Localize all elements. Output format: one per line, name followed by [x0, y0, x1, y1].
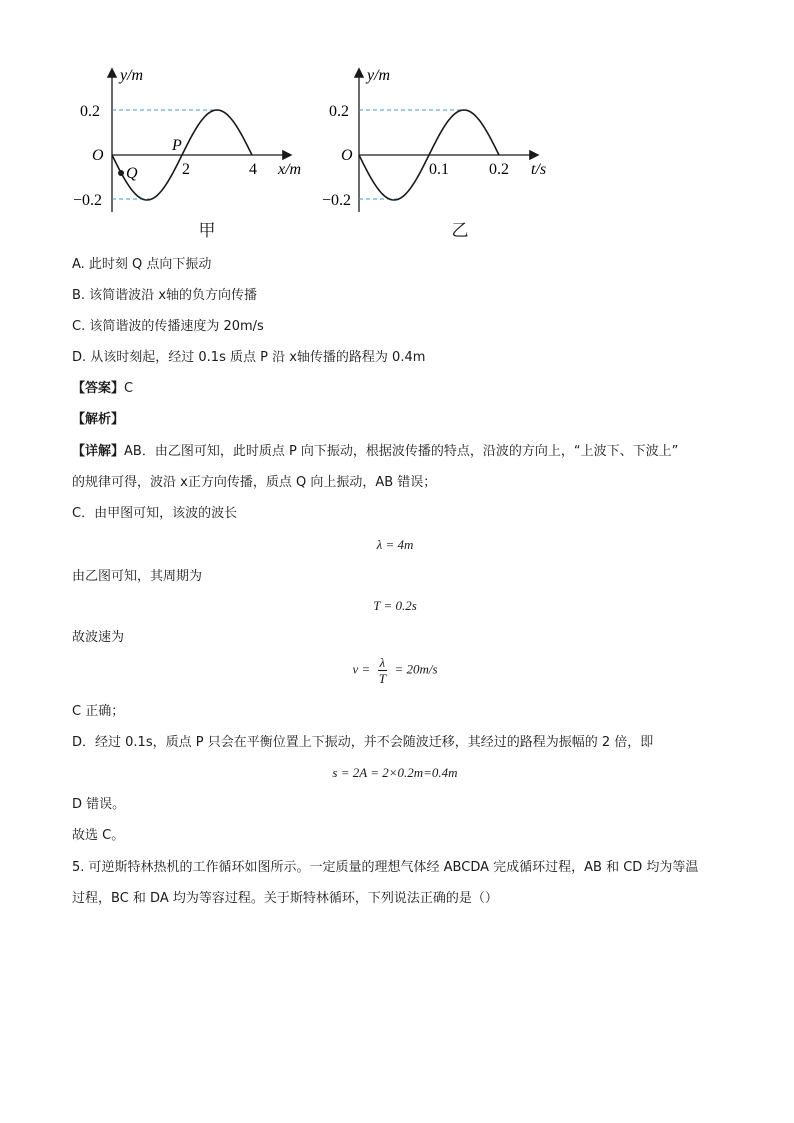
answer-value: C: [124, 381, 134, 396]
figure-caption-yi: 乙: [451, 221, 469, 241]
option-c: C. 该简谐波的传播速度为 20m/s: [72, 319, 264, 334]
point-q-dot: [118, 170, 124, 176]
y-tick-bottom: −0.2: [73, 192, 103, 209]
question-5-line-2: 过程，BC 和 DA 均为等容过程。关于斯特林循环，下列说法正确的是（）: [72, 891, 498, 906]
equation-wavelength: λ = 4m: [376, 537, 414, 552]
point-q-label: Q: [126, 165, 138, 182]
equation-v-right: = 20m/s: [394, 661, 438, 677]
point-p-label: P: [172, 137, 182, 154]
answer-line: [72, 380, 133, 398]
x-tick-4: 4: [249, 161, 257, 178]
y-tick-bottom: −0.2: [322, 192, 352, 209]
option-a: A. 此时刻 Q 点向下振动: [72, 257, 212, 272]
equation-v-left: v =: [352, 661, 371, 677]
question-5-line-1: 5. 可逆斯特林热机的工作循环如图所示。一定质量的理想气体经 ABCDA 完成循环过程，AB 和 CD 均为等温: [72, 860, 699, 875]
origin-label: O: [92, 147, 104, 164]
y-tick-top: 0.2: [329, 103, 349, 120]
analysis-line: [72, 411, 124, 429]
detail-line-7: D．经过 0.1s，质点 P 只会在平衡位置上下振动，并不会随波迁移，其经过的路程为振幅的 2 倍，即: [72, 735, 654, 750]
analysis-tag: 【解析】: [72, 412, 125, 427]
figure-caption-jia: 甲: [198, 221, 216, 241]
detail-line-9: 故选 C。: [72, 828, 125, 843]
equation-path: s = 2A = 2×0.2m=0.4m: [332, 765, 458, 780]
fraction-lambda-over-t: [378, 655, 388, 686]
t-tick-0.2: 0.2: [489, 161, 509, 178]
t-tick-0.1: 0.1: [429, 161, 449, 178]
detail-text-1: AB．由乙图可知，此时质点 P 向下振动，根据波传播的特点，沿波的方向上，“上波下、下波上”: [124, 444, 679, 459]
detail-line-4: 由乙图可知，其周期为: [72, 569, 203, 584]
origin-label: O: [341, 147, 353, 164]
detail-line-5: 故波速为: [72, 630, 125, 645]
detail-line-6: C 正确；: [72, 704, 125, 719]
equation-wave-speed: [320, 655, 470, 686]
detail-line-2: 的规律可得，波沿 x正方向传播，质点 Q 向上振动，AB 错误；: [72, 475, 437, 490]
equation-period: T = 0.2s: [373, 598, 417, 613]
x-tick-2: 2: [182, 161, 190, 178]
option-b: B. 该简谐波沿 x轴的负方向传播: [72, 288, 258, 303]
y-axis-label: y/m: [367, 67, 391, 84]
detail-tag: 【详解】: [72, 444, 125, 459]
answer-tag: 【答案】: [72, 381, 125, 396]
y-tick-top: 0.2: [80, 103, 100, 120]
detail-line-3: C．由甲图可知，该波的波长: [72, 506, 238, 521]
fraction-denominator: T: [378, 671, 386, 686]
vibration-graph-yi: [315, 62, 575, 212]
t-axis-label: t/s: [531, 161, 547, 178]
wave-graph-jia: [68, 62, 328, 212]
detail-line-8: D 错误。: [72, 797, 126, 812]
fraction-numerator: λ: [379, 655, 386, 670]
x-axis-label: x/m: [278, 161, 302, 178]
detail-line-1: [72, 443, 678, 461]
option-d: D. 从该时刻起，经过 0.1s 质点 P 沿 x轴传播的路程为 0.4m: [72, 350, 426, 365]
y-axis-label: y/m: [120, 67, 144, 84]
